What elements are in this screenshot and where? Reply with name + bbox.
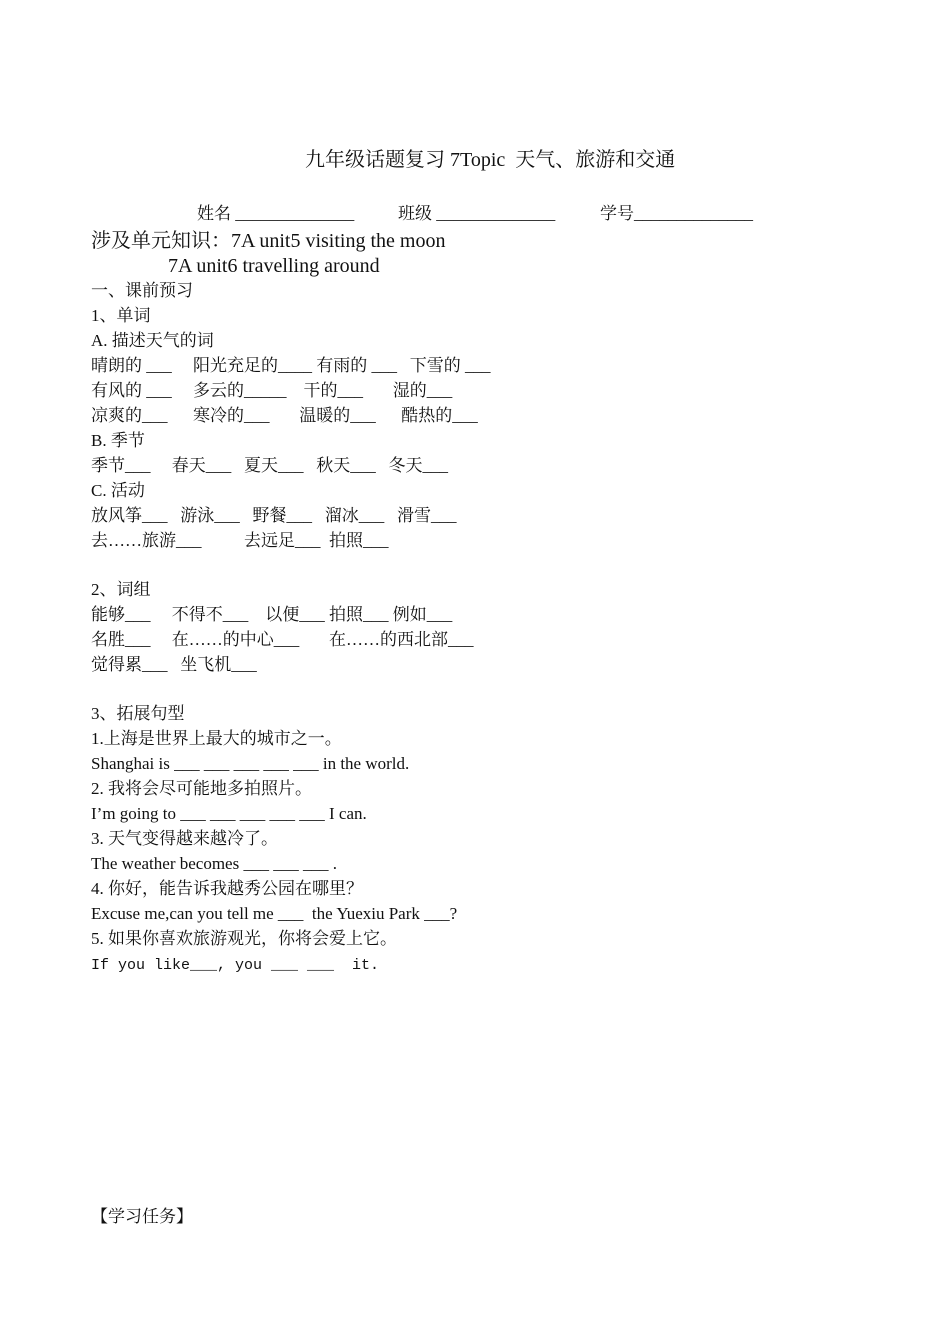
section-heading-preview: 一、课前预习	[91, 281, 193, 300]
sentence-blank: Excuse me,can you tell me ___ the Yuexiu Park ___?	[91, 904, 458, 923]
exercise-line: 放风筝___ 游泳___ 野餐___ 溜冰___ 滑雪___	[91, 506, 457, 525]
exercise-line: 去……旅游___ 去远足___ 拍照___	[91, 531, 389, 550]
exercise-line: 名胜___ 在……的中心___ 在……的西北部___	[91, 630, 474, 649]
group-weather-words: A. 描述天气的词	[91, 331, 214, 350]
sentence-prompt: 5. 如果你喜欢旅游观光，你将会爱上它。	[91, 929, 397, 948]
exercise-line: 凉爽的___ 寒冷的___ 温暖的___ 酷热的___	[91, 406, 478, 425]
unit-scope-line-2: 7A unit6 travelling around	[168, 255, 380, 277]
exercise-line: 觉得累___ 坐飞机___	[91, 655, 257, 674]
sentence-prompt: 1.上海是世界上最大的城市之一。	[91, 729, 342, 748]
sentence-prompt: 4. 你好，能告诉我越秀公园在哪里？	[91, 879, 363, 898]
class-field: 班级 ______________	[398, 204, 556, 223]
page-title: 九年级话题复习 7Topic 天气、旅游和交通	[305, 149, 676, 171]
exercise-line: 季节___ 春天___ 夏天___ 秋天___ 冬天___	[91, 456, 448, 475]
learning-task-heading: 【学习任务】	[91, 1207, 193, 1226]
exercise-line: 有风的 ___ 多云的_____ 干的___ 湿的___	[91, 381, 453, 400]
unit-scope-line-1: 涉及单元知识：7A unit5 visiting the moon	[91, 230, 446, 252]
subsection-words: 1、单词	[91, 306, 151, 325]
sentence-blank: Shanghai is ___ ___ ___ ___ ___ in the world.	[91, 754, 410, 773]
sentence-blank: If you like___, you ___ ___ it.	[91, 957, 380, 974]
name-field: 姓名 ______________	[197, 204, 355, 223]
group-activities: C. 活动	[91, 481, 145, 500]
sentence-blank: I’m going to ___ ___ ___ ___ ___ I can.	[91, 804, 367, 823]
sentence-prompt: 3. 天气变得越来越冷了。	[91, 829, 278, 848]
group-seasons: B. 季节	[91, 431, 145, 450]
sentence-blank: The weather becomes ___ ___ ___ .	[91, 854, 337, 873]
sentence-prompt: 2. 我将会尽可能地多拍照片。	[91, 779, 312, 798]
subsection-phrases: 2、词组	[91, 580, 151, 599]
subsection-sentences: 3、拓展句型	[91, 704, 185, 723]
exercise-line: 能够___ 不得不___ 以便___ 拍照___ 例如___	[91, 605, 453, 624]
student-number-field: 学号______________	[600, 204, 753, 223]
exercise-line: 晴朗的 ___ 阳光充足的____ 有雨的 ___ 下雪的 ___	[91, 356, 491, 375]
